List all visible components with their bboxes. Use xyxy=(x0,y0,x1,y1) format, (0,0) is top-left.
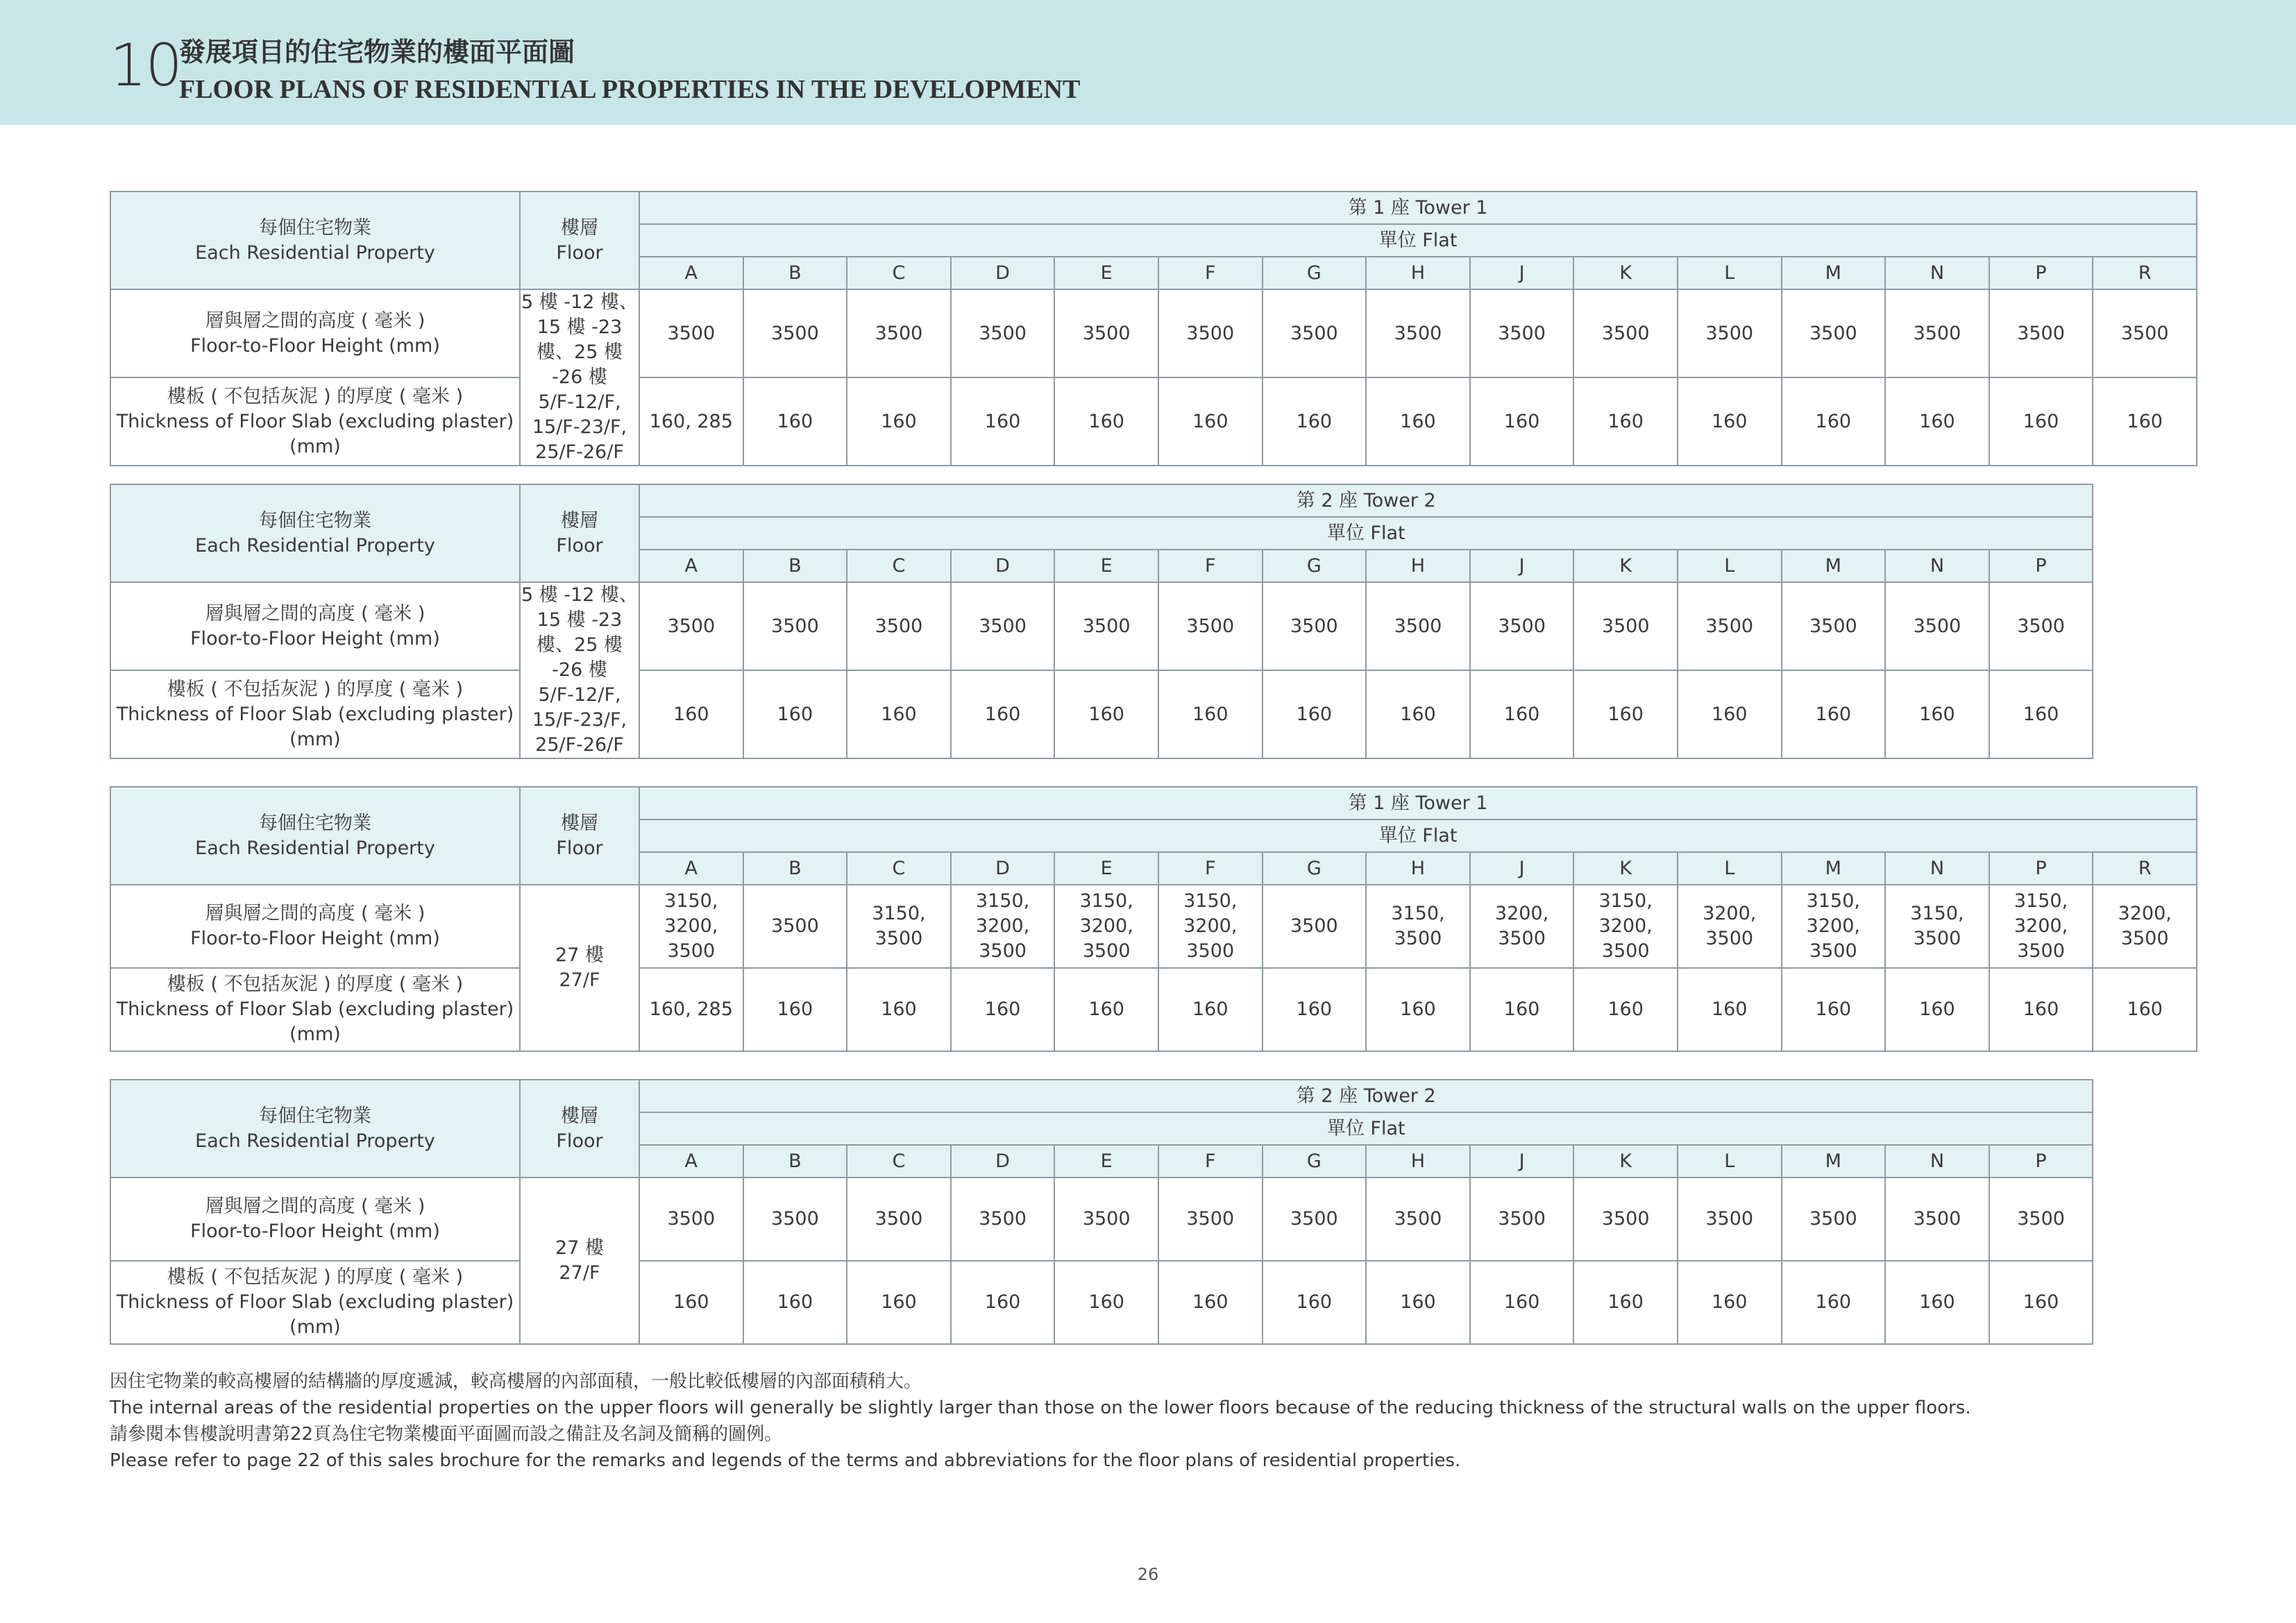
row-label-zh: 層與層之間的高度 ( 毫米 ) xyxy=(205,903,425,924)
property-label-en: Each Residential Property xyxy=(195,837,435,859)
ftf-value: 3500 xyxy=(1158,289,1263,377)
ftf-value: 3150, 3500 xyxy=(1366,885,1470,968)
ftf-value: 3500 xyxy=(1782,289,1886,377)
ftf-value: 3150, 3200, 3500 xyxy=(1158,885,1263,968)
floor-range-zh: 5 樓 -12 樓、15 樓 -23 樓、25 樓 -26 樓 xyxy=(521,291,639,388)
flat-letter: L xyxy=(1678,550,1782,582)
flat-letter: J xyxy=(1470,1145,1574,1178)
row-label-en: Thickness of Floor Slab (excluding plaster) (mm) xyxy=(116,410,514,457)
slab-value: 160 xyxy=(1782,1261,1886,1344)
flat-letter: N xyxy=(1885,550,1989,582)
flat-letter: M xyxy=(1782,257,1886,289)
flat-header: 單位 Flat xyxy=(639,517,2093,550)
header-row xyxy=(110,1080,2093,1112)
slab-thickness-label xyxy=(110,968,520,1051)
flat-letter: D xyxy=(951,257,1055,289)
slab-value: 160 xyxy=(1782,968,1886,1051)
property-header-cell xyxy=(110,484,520,582)
floor-to-floor-label xyxy=(110,582,520,670)
slab-thickness-label xyxy=(110,1261,520,1344)
flat-letter: G xyxy=(1263,852,1367,885)
flat-letter: C xyxy=(847,550,951,582)
slab-value: 160 xyxy=(1470,670,1574,758)
flat-letter: E xyxy=(1054,1145,1158,1178)
floor-range-en: 5/F-12/F, 15/F-23/F, 25/F-26/F xyxy=(532,391,627,463)
flat-letter: L xyxy=(1678,1145,1782,1178)
floor-label-en: Floor xyxy=(556,534,603,556)
floor-range-cell xyxy=(520,289,639,466)
slab-value: 160 xyxy=(1678,377,1782,466)
floor-range-cell xyxy=(520,1178,639,1344)
slab-value: 160 xyxy=(1470,968,1574,1051)
ftf-value: 3150, 3200, 3500 xyxy=(951,885,1055,968)
property-header-cell xyxy=(110,1080,520,1178)
flat-header: 單位 Flat xyxy=(639,224,2197,257)
floor-label-en: Floor xyxy=(556,1130,603,1152)
note-line-en: The internal areas of the residential properties on the upper floors will generally be slightly larger than those on the lower floors because of the reducing thickness of the structural walls on the upper floors. xyxy=(110,1397,1971,1418)
section-number: 10 xyxy=(110,31,181,99)
slab-value: 160 xyxy=(1054,670,1158,758)
flat-letter: B xyxy=(743,852,847,885)
flat-letter: G xyxy=(1263,1145,1367,1178)
ftf-value: 3500 xyxy=(1366,582,1470,670)
ftf-value: 3500 xyxy=(639,1178,743,1261)
row-label-zh: 樓板 ( 不包括灰泥 ) 的厚度 ( 毫米 ) xyxy=(167,385,464,407)
page-header xyxy=(0,0,2296,125)
flat-letter: R xyxy=(2093,257,2197,289)
ftf-value: 3500 xyxy=(1470,289,1574,377)
flat-letter: C xyxy=(847,1145,951,1178)
flat-letter: L xyxy=(1678,852,1782,885)
flat-letter: K xyxy=(1573,257,1678,289)
row-label-zh: 層與層之間的高度 ( 毫米 ) xyxy=(205,602,425,624)
ftf-value: 3500 xyxy=(1678,1178,1782,1261)
ftf-value: 3500 xyxy=(743,1178,847,1261)
floor-to-floor-label xyxy=(110,1178,520,1261)
property-label-zh: 每個住宅物業 xyxy=(259,509,371,532)
ftf-value: 3500 xyxy=(1782,1178,1886,1261)
ftf-value: 3500 xyxy=(1470,1178,1574,1261)
floor-label-zh: 樓層 xyxy=(561,216,598,239)
header-row xyxy=(110,192,2197,224)
slab-thickness-label xyxy=(110,670,520,758)
floor-to-floor-label xyxy=(110,885,520,968)
ftf-value: 3500 xyxy=(1158,1178,1263,1261)
floor-to-floor-row xyxy=(110,885,2197,968)
slab-value: 160 xyxy=(951,968,1055,1051)
floor-label-en: Floor xyxy=(556,837,603,859)
ftf-value: 3150, 3200, 3500 xyxy=(1989,885,2093,968)
ftf-value: 3500 xyxy=(743,582,847,670)
floor-range-en: 27/F xyxy=(559,969,600,991)
floor-range-zh: 27 樓 xyxy=(555,1237,604,1259)
floor-label-zh: 樓層 xyxy=(561,812,598,834)
slab-value: 160 xyxy=(743,968,847,1051)
property-label-zh: 每個住宅物業 xyxy=(259,1105,371,1127)
flat-letter: P xyxy=(1989,257,2093,289)
slab-thickness-row xyxy=(110,670,2093,758)
ftf-value: 3500 xyxy=(1263,582,1367,670)
ftf-value: 3500 xyxy=(1782,582,1886,670)
flat-letter: H xyxy=(1366,1145,1470,1178)
flat-letter: H xyxy=(1366,852,1470,885)
slab-value: 160 xyxy=(847,377,951,466)
flat-letter: L xyxy=(1678,257,1782,289)
floor-to-floor-row xyxy=(110,289,2197,377)
slab-value: 160 xyxy=(1678,1261,1782,1344)
page-number: 26 xyxy=(1137,1565,1159,1584)
row-label-en: Floor-to-Floor Height (mm) xyxy=(190,1221,440,1242)
row-label-zh: 樓板 ( 不包括灰泥 ) 的厚度 ( 毫米 ) xyxy=(167,678,464,700)
flat-letter: D xyxy=(951,1145,1055,1178)
row-label-zh: 層與層之間的高度 ( 毫米 ) xyxy=(205,1196,425,1217)
floor-table xyxy=(110,191,2197,466)
property-label-zh: 每個住宅物業 xyxy=(259,216,371,239)
slab-value: 160 xyxy=(1263,968,1367,1051)
flat-letter: P xyxy=(1989,550,2093,582)
property-header-cell xyxy=(110,787,520,885)
ftf-value: 3200, 3500 xyxy=(1470,885,1574,968)
flat-letter: J xyxy=(1470,550,1574,582)
slab-value: 160 xyxy=(1158,377,1263,466)
ftf-value: 3500 xyxy=(1678,289,1782,377)
flat-letter: B xyxy=(743,1145,847,1178)
slab-value: 160 xyxy=(1366,968,1470,1051)
flat-letter: K xyxy=(1573,1145,1678,1178)
ftf-value: 3500 xyxy=(639,289,743,377)
flat-letter: C xyxy=(847,257,951,289)
ftf-value: 3500 xyxy=(743,289,847,377)
slab-value: 160 xyxy=(1470,1261,1574,1344)
floor-table xyxy=(110,484,2093,759)
flat-letter: K xyxy=(1573,550,1678,582)
flat-letter: B xyxy=(743,257,847,289)
flat-letter: J xyxy=(1470,257,1574,289)
slab-value: 160 xyxy=(1885,670,1989,758)
ftf-value: 3150, 3500 xyxy=(847,885,951,968)
ftf-value: 3150, 3500 xyxy=(1885,885,1989,968)
floor-header-cell xyxy=(520,484,639,582)
slab-value: 160 xyxy=(1573,377,1678,466)
flat-letter: M xyxy=(1782,1145,1886,1178)
property-label-en: Each Residential Property xyxy=(195,534,435,556)
note-line-en: Please refer to page 22 of this sales brochure for the remarks and legends of the terms and abbreviations for the floor plans of residential properties. xyxy=(110,1450,1461,1471)
floor-to-floor-row xyxy=(110,1178,2093,1261)
tower-header: 第 1 座 Tower 1 xyxy=(639,787,2197,819)
note-line-zh: 請參閱本售樓說明書第22頁為住宅物業樓面平面圖而設之備註及名詞及簡稱的圖例。 xyxy=(110,1424,783,1445)
slab-value: 160 xyxy=(1366,377,1470,466)
slab-value: 160 xyxy=(1054,377,1158,466)
slab-value: 160 xyxy=(1158,670,1263,758)
slab-thickness-row xyxy=(110,1261,2093,1344)
ftf-value: 3500 xyxy=(1366,1178,1470,1261)
flat-letter: K xyxy=(1573,852,1678,885)
row-label-en: Thickness of Floor Slab (excluding plaster) (mm) xyxy=(116,1291,514,1338)
ftf-value: 3500 xyxy=(1054,1178,1158,1261)
ftf-value: 3500 xyxy=(1054,289,1158,377)
tower-header: 第 1 座 Tower 1 xyxy=(639,192,2197,224)
ftf-value: 3500 xyxy=(743,885,847,968)
floor-table xyxy=(110,1079,2093,1345)
property-label-en: Each Residential Property xyxy=(195,241,435,264)
ftf-value: 3500 xyxy=(847,1178,951,1261)
slab-value: 160 xyxy=(1263,670,1367,758)
ftf-value: 3500 xyxy=(1989,582,2093,670)
slab-value: 160 xyxy=(1573,968,1678,1051)
flat-letter: F xyxy=(1158,257,1263,289)
floor-header-cell xyxy=(520,1080,639,1178)
flat-letter: J xyxy=(1470,852,1574,885)
floor-range-zh: 27 樓 xyxy=(555,944,604,966)
flat-letter: E xyxy=(1054,550,1158,582)
ftf-value: 3500 xyxy=(1989,289,2093,377)
ftf-value: 3500 xyxy=(1263,289,1367,377)
slab-value: 160 xyxy=(1989,1261,2093,1344)
ftf-value: 3500 xyxy=(847,289,951,377)
slab-value: 160 xyxy=(1158,1261,1263,1344)
page-title-en: FLOOR PLANS OF RESIDENTIAL PROPERTIES IN THE DEVELOPMENT xyxy=(179,75,1081,104)
flat-letter: A xyxy=(639,257,743,289)
ftf-value: 3500 xyxy=(1885,582,1989,670)
flat-letter: H xyxy=(1366,257,1470,289)
ftf-value: 3150, 3200, 3500 xyxy=(639,885,743,968)
flat-letter: H xyxy=(1366,550,1470,582)
slab-value: 160 xyxy=(743,670,847,758)
floor-range-en: 5/F-12/F, 15/F-23/F, 25/F-26/F xyxy=(532,684,627,756)
flat-letter: R xyxy=(2093,852,2197,885)
flat-letter: F xyxy=(1158,550,1263,582)
slab-value: 160 xyxy=(1678,670,1782,758)
slab-value: 160 xyxy=(1573,670,1678,758)
slab-value: 160 xyxy=(1366,1261,1470,1344)
ftf-value: 3500 xyxy=(1885,1178,1989,1261)
slab-value: 160 xyxy=(1470,377,1574,466)
ftf-value: 3500 xyxy=(1573,289,1678,377)
slab-value: 160 xyxy=(1054,968,1158,1051)
slab-value: 160 xyxy=(1678,968,1782,1051)
flat-header: 單位 Flat xyxy=(639,1112,2093,1145)
ftf-value: 3500 xyxy=(1573,582,1678,670)
floor-range-en: 27/F xyxy=(559,1262,600,1284)
row-label-en: Floor-to-Floor Height (mm) xyxy=(190,334,440,357)
slab-value: 160 xyxy=(2093,968,2197,1051)
slab-value: 160 xyxy=(639,670,743,758)
slab-thickness-label xyxy=(110,377,520,466)
slab-value: 160 xyxy=(951,1261,1055,1344)
slab-value: 160 xyxy=(847,968,951,1051)
header-row xyxy=(110,484,2093,517)
flat-letter: B xyxy=(743,550,847,582)
flat-letter: N xyxy=(1885,1145,1989,1178)
flat-letter: E xyxy=(1054,257,1158,289)
row-label-en: Floor-to-Floor Height (mm) xyxy=(190,928,440,949)
flat-letter: M xyxy=(1782,550,1886,582)
row-label-en: Thickness of Floor Slab (excluding plaster) (mm) xyxy=(116,999,514,1045)
ftf-value: 3500 xyxy=(639,582,743,670)
floor-header-cell xyxy=(520,787,639,885)
slab-thickness-row xyxy=(110,968,2197,1051)
slab-value: 160 xyxy=(1263,1261,1367,1344)
flat-letter: P xyxy=(1989,1145,2093,1178)
ftf-value: 3500 xyxy=(1054,582,1158,670)
ftf-value: 3500 xyxy=(1158,582,1263,670)
ftf-value: 3500 xyxy=(1263,885,1367,968)
floor-range-cell xyxy=(520,885,639,1051)
ftf-value: 3150, 3200, 3500 xyxy=(1054,885,1158,968)
note-line-zh: 因住宅物業的較高樓層的結構牆的厚度遞減，較高樓層的內部面積，一般比較低樓層的內部面積稍大。 xyxy=(110,1371,922,1392)
slab-value: 160 xyxy=(1885,968,1989,1051)
floor-label-en: Floor xyxy=(556,241,603,264)
slab-value: 160 xyxy=(1989,377,2093,466)
floor-label-zh: 樓層 xyxy=(561,509,598,532)
tower-header: 第 2 座 Tower 2 xyxy=(639,484,2093,517)
flat-letter: N xyxy=(1885,257,1989,289)
slab-value: 160 xyxy=(951,670,1055,758)
floor-table xyxy=(110,786,2197,1052)
row-label-zh: 樓板 ( 不包括灰泥 ) 的厚度 ( 毫米 ) xyxy=(167,974,464,995)
ftf-value: 3500 xyxy=(1989,1178,2093,1261)
ftf-value: 3500 xyxy=(951,1178,1055,1261)
ftf-value: 3500 xyxy=(1678,582,1782,670)
property-header-cell xyxy=(110,192,520,289)
row-label-zh: 層與層之間的高度 ( 毫米 ) xyxy=(205,309,425,332)
slab-value: 160 xyxy=(847,1261,951,1344)
ftf-value: 3500 xyxy=(951,582,1055,670)
flat-letter: F xyxy=(1158,852,1263,885)
slab-value: 160 xyxy=(1158,968,1263,1051)
header-row xyxy=(110,787,2197,819)
slab-value: 160 xyxy=(639,1261,743,1344)
slab-value: 160 xyxy=(1263,377,1367,466)
row-label-en: Thickness of Floor Slab (excluding plaster) (mm) xyxy=(116,703,514,750)
notes xyxy=(110,1368,2192,1474)
slab-value: 160 xyxy=(1366,670,1470,758)
ftf-value: 3500 xyxy=(1470,582,1574,670)
flat-letter: A xyxy=(639,1145,743,1178)
slab-value: 160 xyxy=(847,670,951,758)
slab-value: 160 xyxy=(1989,670,2093,758)
flat-letter: F xyxy=(1158,1145,1263,1178)
flat-letter: G xyxy=(1263,550,1367,582)
slab-value: 160 xyxy=(1054,1261,1158,1344)
slab-value: 160, 285 xyxy=(639,968,743,1051)
ftf-value: 3200, 3500 xyxy=(2093,885,2197,968)
row-label-en: Floor-to-Floor Height (mm) xyxy=(190,627,440,649)
ftf-value: 3500 xyxy=(1263,1178,1367,1261)
flat-letter: D xyxy=(951,852,1055,885)
slab-value: 160 xyxy=(1782,670,1886,758)
flat-header: 單位 Flat xyxy=(639,819,2197,852)
floor-label-zh: 樓層 xyxy=(561,1105,598,1127)
ftf-value: 3500 xyxy=(2093,289,2197,377)
slab-value: 160 xyxy=(951,377,1055,466)
ftf-value: 3150, 3200, 3500 xyxy=(1782,885,1886,968)
page-title-zh: 發展項目的住宅物業的樓面平面圖 xyxy=(179,36,575,67)
ftf-value: 3200, 3500 xyxy=(1678,885,1782,968)
flat-letter: N xyxy=(1885,852,1989,885)
ftf-value: 3500 xyxy=(1885,289,1989,377)
ftf-value: 3150, 3200, 3500 xyxy=(1573,885,1678,968)
flat-letter: A xyxy=(639,550,743,582)
slab-value: 160 xyxy=(1989,968,2093,1051)
slab-value: 160 xyxy=(743,1261,847,1344)
slab-thickness-row xyxy=(110,377,2197,466)
ftf-value: 3500 xyxy=(951,289,1055,377)
ftf-value: 3500 xyxy=(1573,1178,1678,1261)
floor-to-floor-label xyxy=(110,289,520,377)
row-label-zh: 樓板 ( 不包括灰泥 ) 的厚度 ( 毫米 ) xyxy=(167,1266,464,1288)
floor-header-cell xyxy=(520,192,639,289)
flat-letter: G xyxy=(1263,257,1367,289)
floor-range-cell xyxy=(520,582,639,758)
slab-value: 160 xyxy=(1782,377,1886,466)
flat-letter: D xyxy=(951,550,1055,582)
property-label-en: Each Residential Property xyxy=(195,1130,435,1152)
slab-value: 160 xyxy=(1573,1261,1678,1344)
slab-value: 160 xyxy=(743,377,847,466)
property-label-zh: 每個住宅物業 xyxy=(259,812,371,834)
flat-letter: M xyxy=(1782,852,1886,885)
slab-value: 160 xyxy=(1885,1261,1989,1344)
ftf-value: 3500 xyxy=(847,582,951,670)
slab-value: 160 xyxy=(1885,377,1989,466)
slab-value: 160, 285 xyxy=(639,377,743,466)
flat-letter: A xyxy=(639,852,743,885)
floor-to-floor-row xyxy=(110,582,2093,670)
ftf-value: 3500 xyxy=(1366,289,1470,377)
flat-letter: E xyxy=(1054,852,1158,885)
flat-letter: C xyxy=(847,852,951,885)
flat-letter: P xyxy=(1989,852,2093,885)
tower-header: 第 2 座 Tower 2 xyxy=(639,1080,2093,1112)
slab-value: 160 xyxy=(2093,377,2197,466)
floor-range-zh: 5 樓 -12 樓、15 樓 -23 樓、25 樓 -26 樓 xyxy=(521,584,639,681)
